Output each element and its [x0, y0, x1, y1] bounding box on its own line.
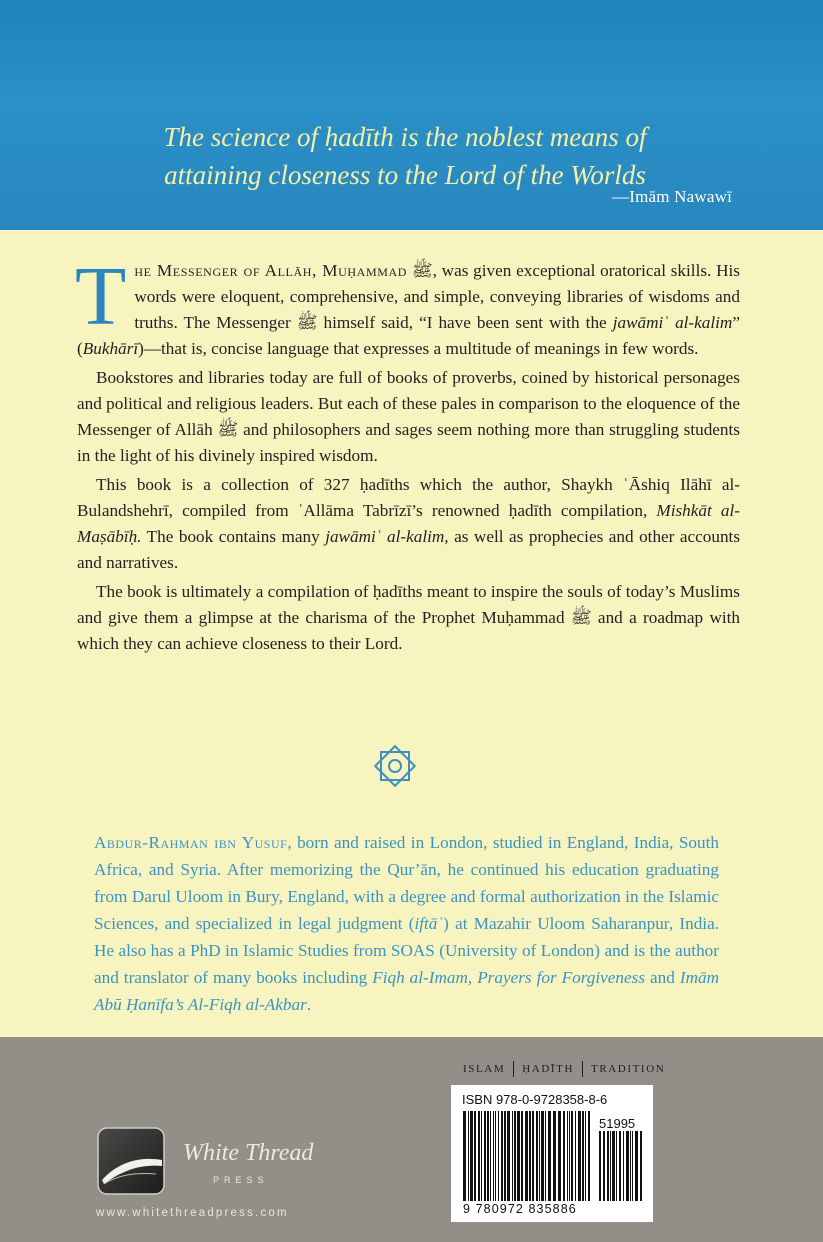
bio-text: ) at Mazahir Uloom Saharanpur, India. He also has a PhD in Islamic Studies from SOAS (University of London) and is the author and translator of many books including: [94, 914, 719, 987]
quote-line-2: attaining closeness to the Lord of the Worlds: [164, 160, 646, 190]
category-tradition: TRADITION: [591, 1063, 666, 1075]
italic-title: Mishkāt al-Maṣābīḥ.: [77, 501, 740, 546]
category-islam: ISLAM: [463, 1063, 506, 1075]
bio-text: .: [306, 995, 312, 1014]
italic-term: jawāmiʿ al-kalim: [612, 313, 733, 332]
book-description: [75, 250, 741, 657]
italic-source: Bukhārī: [82, 339, 139, 358]
isbn-digits: 9 780972 835886: [463, 1202, 577, 1216]
price-code: 51995: [599, 1116, 636, 1131]
top-quote-band: [0, 0, 823, 230]
category-hadith: ḤADĪTH: [522, 1063, 574, 1075]
description-paragraph-4: The book is ultimately a compilation of ḥadīths meant to inspire the souls of today’s Muslims and give them a glimpse at the charisma of the Prophet Muḥammad ﷺ and a roadmap with which they can achieve closeness to their Lord.: [77, 582, 741, 653]
italic-term: jawāmiʿ al-kalim,: [325, 527, 449, 546]
publisher-name: White Thread: [183, 1140, 314, 1166]
bio-text: , born and raised in London, studied in England, India, South Africa, and Syria. After memorizing the Qur’ān, he continued his education graduating from Darul Uloom in Bury, England, with a degree and formal authorization in the Islamic Sciences, and specialized in legal judgment (: [94, 833, 719, 933]
isbn-barcode: [451, 1085, 653, 1222]
author-bio: [94, 829, 719, 1018]
description-paragraph-1: [75, 250, 740, 362]
paragraph-text: )—that is, concise language that expresses a multitude of meanings in few words.: [138, 339, 699, 358]
paragraph-text: This book is a collection of 327 ḥadīths which the author, Shaykh ʿĀshiq Ilāhī al-Bulandshehrī, compiled from ʿAllāma Tabrīzī’s renowned ḥadīth compilation,: [77, 475, 740, 520]
paragraph-text: as well as prophecies and other accounts and narratives.: [77, 527, 741, 572]
description-paragraph-2: Bookstores and libraries today are full of books of proverbs, coined by historical personages and political and religious leaders. But each of these pales in comparison to the eloquence of the Messenger of Allāh ﷺ and philosophers and sages seem nothing more than struggling students in the light of his divinely inspired wisdom.: [77, 368, 740, 465]
barcode-bars-icon: [463, 1111, 593, 1201]
description-paragraph-3: [77, 472, 740, 576]
epigraph-quote: [125, 118, 685, 194]
publisher-logo-icon: [96, 1126, 166, 1196]
paragraph-text: ” (: [77, 313, 740, 358]
category-labels: [455, 1059, 673, 1079]
bio-text: and: [645, 968, 680, 987]
publisher-press-label: PRESS: [213, 1175, 269, 1185]
drop-cap: T: [75, 250, 127, 343]
book-titles: Fiqh al-Imam, Prayers for Forgiveness: [372, 968, 646, 987]
quote-attribution: —Imām Nawawī: [612, 187, 732, 206]
italic-term: iftāʾ: [414, 914, 444, 933]
quote-line-1: The science of ḥadīth is the noblest means of: [163, 122, 647, 152]
isbn-label: ISBN 978-0-9728358-8-6: [462, 1092, 608, 1107]
book-title: Imām Abū Ḥanīfa’s Al-Fiqh al-Akbar: [94, 968, 719, 1014]
publisher-website: www.whitethreadpress.com: [96, 1207, 289, 1219]
star-ornament-icon: [370, 741, 420, 791]
addon-barcode-icon: [599, 1131, 645, 1201]
paragraph-text: ﷺ, was given exceptional oratorical skills. His words were eloquent, comprehensive, and simple, conveying libraries of wisdoms and truths. The Messenger ﷺ himself said, “I have been sent with the: [134, 261, 740, 332]
author-name: Abdur-Rahman ibn Yusuf: [94, 833, 288, 852]
paragraph-text: The book contains many: [141, 527, 326, 546]
opening-small-caps: he Messenger of Allāh, Muḥammad: [134, 261, 408, 280]
